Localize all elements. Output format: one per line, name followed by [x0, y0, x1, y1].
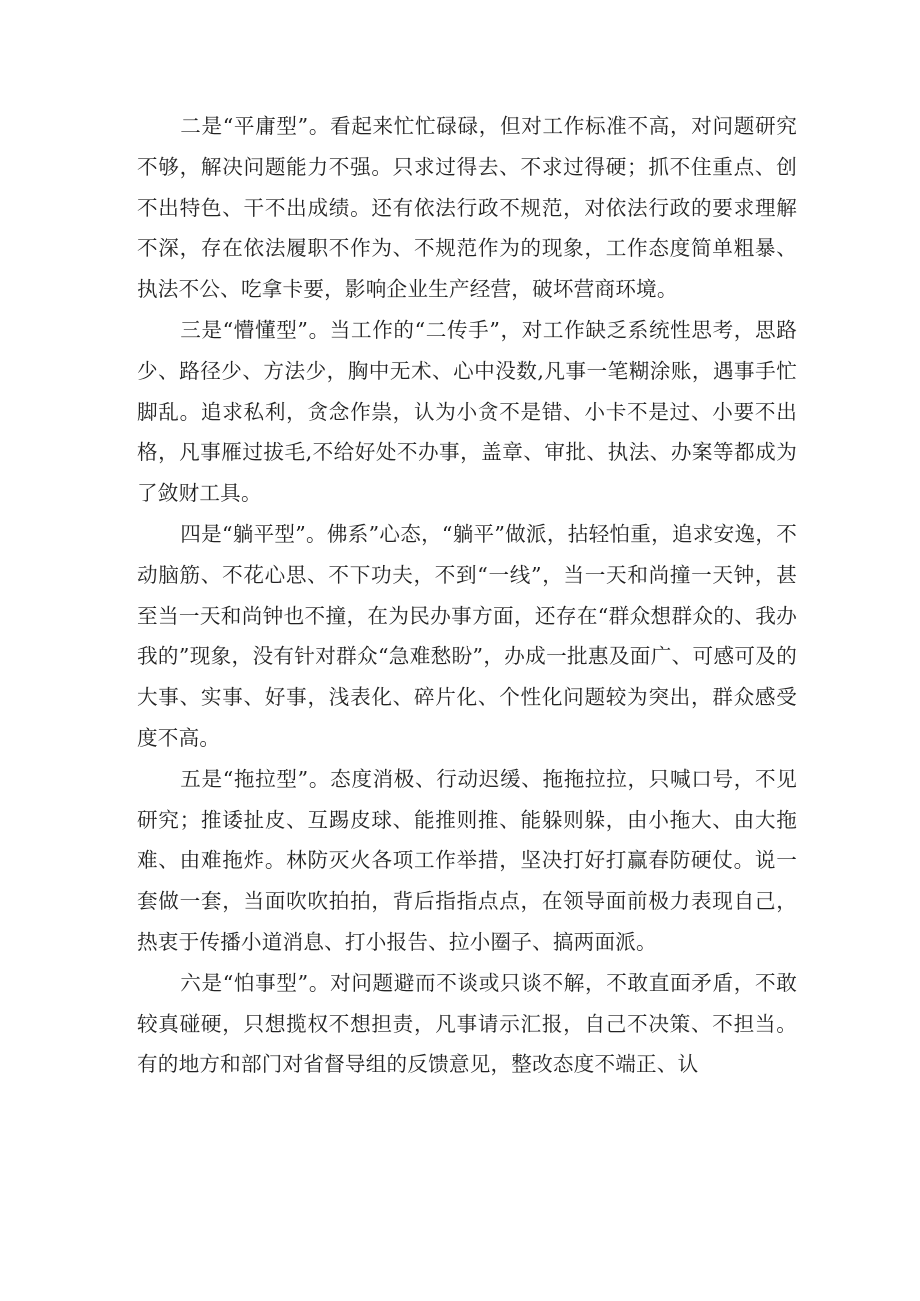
- paragraph-mengdong-type: 三是“懵懂型”。当工作的“二传手”，对工作缺乏系统性思考，思路少、路径少、方法少，胸中无术、心中没数,凡事一笔糊涂账，遇事手忙脚乱。追求私利，贪念作祟，认为小贪不是错、小卡不是过、小要不出格，凡事雁过拔毛,不给好处不办事，盖章、审批、执法、办案等都成为了敛财工具。: [137, 317, 797, 506]
- paragraph-pingyong-type: 二是“平庸型”。看起来忙忙碌碌，但对工作标准不高，对问题研究不够，解决问题能力不强。只求过得去、不求过得硬；抓不住重点、创不出特色、干不出成绩。还有依法行政不规范，对依法行政的要求理解不深，存在依法履职不作为、不规范作为的现象，工作态度简单粗暴、执法不公、吃拿卡要，影响企业生产经营，破坏营商环境。: [137, 114, 797, 302]
- paragraph-pashi-type: 六是“怕事型”。对问题避而不谈或只谈不解，不敢直面矛盾，不敢较真碰硬，只想揽权不想担责，凡事请示汇报，自己不决策、不担当。有的地方和部门对省督导组的反馈意见，整改态度不端正、认: [137, 970, 797, 1077]
- paragraph-tangping-type: 四是“躺平型”。佛系”心态，“躺平”做派，拈轻怕重，追求安逸，不动脑筋、不花心思、不下功夫，不到“一线”，当一天和尚撞一天钟，甚至当一天和尚钟也不撞，在为民办事方面，还存在“群众想群众的、我办我的”现象，没有针对群众“急难愁盼”，办成一批惠及面广、可感可及的大事、实事、好事，浅表化、碎片化、个性化问题较为突出，群众感受度不高。: [137, 521, 797, 750]
- document-body: [137, 106, 797, 1085]
- paragraph-tuola-type: 五是“拖拉型”。态度消极、行动迟缓、拖拖拉拉，只喊口号，不见研究；推诿扯皮、互踢皮球、能推则推、能躲则躲，由小拖大、由大拖难、由难拖炸。林防灭火各项工作举措，坚决打好打赢春防硬仗。说一套做一套，当面吹吹拍拍，背后指指点点，在领导面前极力表现自己，热衷于传播小道消息、打小报告、拉小圈子、搞两面派。: [137, 766, 797, 954]
